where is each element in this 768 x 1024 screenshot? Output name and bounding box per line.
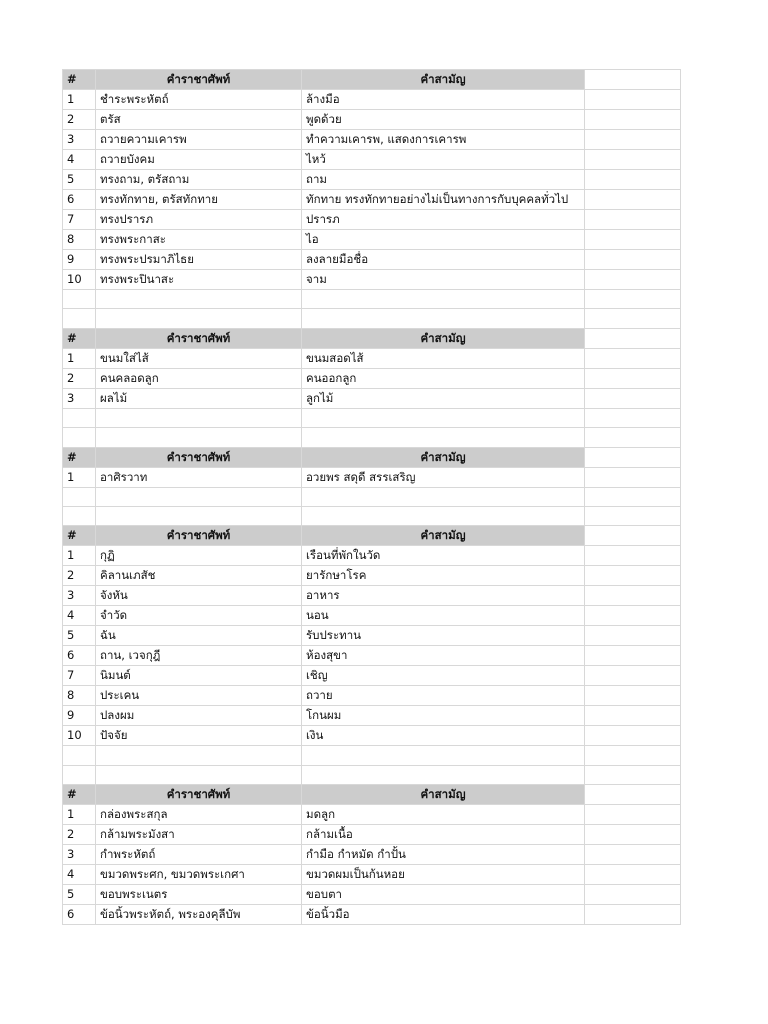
empty-cell[interactable] [302, 428, 585, 447]
cell-common[interactable]: ขมวดผมเป็นก้นหอย [302, 865, 585, 885]
empty-cell[interactable] [302, 309, 585, 328]
cell-num[interactable]: 3 [63, 388, 96, 408]
empty-cell[interactable] [585, 309, 681, 328]
empty-cell[interactable] [585, 805, 681, 825]
empty-cell[interactable] [585, 348, 681, 368]
empty-cell[interactable] [585, 905, 681, 925]
header-cell-num[interactable]: # [63, 70, 96, 90]
cell-common[interactable]: คนออกลูก [302, 368, 585, 388]
cell-common[interactable]: รับประทาน [302, 626, 585, 646]
header-cell-num[interactable]: # [63, 785, 96, 805]
empty-cell[interactable] [585, 526, 681, 546]
table-row [63, 368, 681, 388]
header-cell-num[interactable]: # [63, 526, 96, 546]
cell-royal[interactable]: ถวายความเคารพ [96, 130, 302, 150]
cell-num[interactable]: 10 [63, 726, 96, 746]
cell-num[interactable]: 7 [63, 666, 96, 686]
empty-cell[interactable] [302, 408, 585, 427]
cell-royal[interactable]: คนคลอดลูก [96, 368, 302, 388]
cell-common[interactable]: เชิญ [302, 666, 585, 686]
empty-cell[interactable] [585, 845, 681, 865]
empty-cell[interactable] [63, 765, 96, 784]
empty-cell[interactable] [585, 270, 681, 290]
cell-common[interactable]: กล้ามเนื้อ [302, 825, 585, 845]
empty-cell[interactable] [63, 428, 96, 447]
empty-cell[interactable] [585, 746, 681, 765]
empty-cell[interactable] [585, 190, 681, 210]
cell-num[interactable]: 8 [63, 230, 96, 250]
table-row [63, 586, 681, 606]
cell-num[interactable]: 2 [63, 566, 96, 586]
cell-common[interactable]: ไหว้ [302, 150, 585, 170]
table-row [63, 348, 681, 368]
table-header-row [63, 447, 681, 467]
cell-royal[interactable]: นิมนต์ [96, 666, 302, 686]
blank-row [63, 428, 681, 447]
cell-num[interactable]: 4 [63, 865, 96, 885]
cell-common[interactable]: อาหาร [302, 586, 585, 606]
cell-royal[interactable]: ถวายบังคม [96, 150, 302, 170]
cell-royal[interactable]: คิลานเภสัช [96, 566, 302, 586]
empty-cell[interactable] [585, 865, 681, 885]
cell-num[interactable]: 1 [63, 546, 96, 566]
header-cell-royal[interactable]: คำราชาศัพท์ [96, 447, 302, 467]
cell-royal[interactable]: ทรงพระปินาสะ [96, 270, 302, 290]
blank-row [63, 746, 681, 765]
empty-cell[interactable] [585, 230, 681, 250]
empty-cell[interactable] [585, 765, 681, 784]
cell-common[interactable]: ถวาย [302, 686, 585, 706]
empty-cell[interactable] [585, 170, 681, 190]
empty-cell[interactable] [585, 368, 681, 388]
table-row [63, 230, 681, 250]
cell-common[interactable]: ปรารภ [302, 210, 585, 230]
empty-cell[interactable] [585, 706, 681, 726]
cell-common[interactable]: ขนมสอดไส้ [302, 348, 585, 368]
empty-cell[interactable] [585, 90, 681, 110]
cell-common[interactable]: ทำความเคารพ, แสดงการเคารพ [302, 130, 585, 150]
table-row [63, 825, 681, 845]
cell-num[interactable]: 10 [63, 270, 96, 290]
table-row [63, 110, 681, 130]
cell-common[interactable]: ยารักษาโรค [302, 566, 585, 586]
cell-royal[interactable]: ปลงผม [96, 706, 302, 726]
empty-cell[interactable] [585, 546, 681, 566]
cell-royal[interactable]: ข้อนิ้วพระหัตถ์, พระองคุลีบัพ [96, 905, 302, 925]
empty-cell[interactable] [585, 506, 681, 525]
cell-num[interactable]: 8 [63, 686, 96, 706]
empty-cell[interactable] [585, 885, 681, 905]
table-row [63, 150, 681, 170]
cell-royal[interactable]: ขอบพระเนตร [96, 885, 302, 905]
cell-num[interactable]: 5 [63, 885, 96, 905]
empty-cell[interactable] [585, 467, 681, 487]
table-row [63, 885, 681, 905]
cell-common[interactable]: ลงลายมือชื่อ [302, 250, 585, 270]
cell-num[interactable]: 3 [63, 845, 96, 865]
cell-common[interactable]: มดลูก [302, 805, 585, 825]
table-row [63, 845, 681, 865]
cell-common[interactable]: นอน [302, 606, 585, 626]
table-header-row [63, 785, 681, 805]
cell-common[interactable]: จาม [302, 270, 585, 290]
cell-num[interactable]: 2 [63, 825, 96, 845]
header-cell-num[interactable]: # [63, 447, 96, 467]
empty-cell[interactable] [302, 765, 585, 784]
blank-row [63, 309, 681, 328]
cell-num[interactable]: 9 [63, 250, 96, 270]
header-cell-common[interactable]: คำสามัญ [302, 785, 585, 805]
cell-royal[interactable]: ทรงปรารภ [96, 210, 302, 230]
empty-cell[interactable] [585, 388, 681, 408]
blank-row [63, 765, 681, 784]
cell-common[interactable]: ลูกไม้ [302, 388, 585, 408]
cell-royal[interactable]: ชำระพระหัตถ์ [96, 90, 302, 110]
header-cell-common[interactable]: คำสามัญ [302, 447, 585, 467]
cell-num[interactable]: 5 [63, 626, 96, 646]
table-row [63, 90, 681, 110]
empty-cell[interactable] [585, 566, 681, 586]
cell-royal[interactable]: ทรงพระกาสะ [96, 230, 302, 250]
cell-royal[interactable]: ผลไม้ [96, 388, 302, 408]
cell-num[interactable]: 4 [63, 606, 96, 626]
cell-num[interactable]: 7 [63, 210, 96, 230]
cell-common[interactable]: โกนผม [302, 706, 585, 726]
table-row [63, 190, 681, 210]
table-row [63, 626, 681, 646]
cell-num[interactable]: 1 [63, 348, 96, 368]
empty-cell[interactable] [302, 487, 585, 506]
empty-cell[interactable] [96, 309, 302, 328]
cell-common[interactable]: ล้างมือ [302, 90, 585, 110]
header-cell-royal[interactable]: คำราชาศัพท์ [96, 526, 302, 546]
table-row [63, 546, 681, 566]
empty-cell[interactable] [96, 487, 302, 506]
empty-cell[interactable] [585, 428, 681, 447]
empty-cell[interactable] [96, 765, 302, 784]
cell-royal[interactable]: กำพระหัตถ์ [96, 845, 302, 865]
cell-common[interactable]: อวยพร สดุดี สรรเสริญ [302, 467, 585, 487]
cell-royal[interactable]: อาศิรวาท [96, 467, 302, 487]
table-row [63, 170, 681, 190]
spreadsheet-table [62, 69, 681, 925]
empty-cell[interactable] [585, 210, 681, 230]
cell-common[interactable]: ข้อนิ้วมือ [302, 905, 585, 925]
empty-cell[interactable] [585, 487, 681, 506]
cell-common[interactable]: เงิน [302, 726, 585, 746]
table-row [63, 270, 681, 290]
empty-cell[interactable] [585, 785, 681, 805]
empty-cell[interactable] [585, 646, 681, 666]
cell-common[interactable]: ขอบตา [302, 885, 585, 905]
table-row [63, 686, 681, 706]
empty-cell[interactable] [585, 110, 681, 130]
empty-cell[interactable] [585, 250, 681, 270]
header-cell-common[interactable]: คำสามัญ [302, 328, 585, 348]
empty-cell[interactable] [585, 666, 681, 686]
cell-num[interactable]: 6 [63, 190, 96, 210]
spreadsheet-body [63, 70, 681, 925]
table-row [63, 905, 681, 925]
cell-common[interactable]: ไอ [302, 230, 585, 250]
empty-cell[interactable] [96, 290, 302, 309]
table-row [63, 646, 681, 666]
empty-cell[interactable] [585, 606, 681, 626]
empty-cell[interactable] [585, 328, 681, 348]
table-row [63, 726, 681, 746]
cell-common[interactable]: ถาม [302, 170, 585, 190]
blank-row [63, 290, 681, 309]
empty-cell[interactable] [63, 408, 96, 427]
empty-cell[interactable] [585, 408, 681, 427]
cell-royal[interactable]: ตรัส [96, 110, 302, 130]
cell-common[interactable]: พูดด้วย [302, 110, 585, 130]
header-cell-royal[interactable]: คำราชาศัพท์ [96, 785, 302, 805]
cell-royal[interactable]: ปัจจัย [96, 726, 302, 746]
table-header-row [63, 70, 681, 90]
cell-num[interactable]: 6 [63, 905, 96, 925]
cell-num[interactable]: 1 [63, 90, 96, 110]
cell-royal[interactable]: กล่องพระสกุล [96, 805, 302, 825]
empty-cell[interactable] [302, 506, 585, 525]
cell-common[interactable]: กำมือ กำหมัด กำปั้น [302, 845, 585, 865]
cell-common[interactable]: ทักทาย ทรงทักทายอย่างไม่เป็นทางการกับบุคคลทั่วไป [302, 190, 585, 210]
table-row [63, 666, 681, 686]
empty-cell[interactable] [302, 746, 585, 765]
empty-cell[interactable] [63, 487, 96, 506]
cell-royal[interactable]: ฉัน [96, 626, 302, 646]
cell-num[interactable]: 2 [63, 110, 96, 130]
empty-cell[interactable] [96, 408, 302, 427]
table-header-row [63, 328, 681, 348]
empty-cell[interactable] [96, 746, 302, 765]
blank-row [63, 408, 681, 427]
blank-row [63, 487, 681, 506]
table-row [63, 467, 681, 487]
empty-cell[interactable] [63, 746, 96, 765]
header-cell-common[interactable]: คำสามัญ [302, 526, 585, 546]
cell-num[interactable]: 9 [63, 706, 96, 726]
cell-royal[interactable]: ทรงถาม, ตรัสถาม [96, 170, 302, 190]
empty-cell[interactable] [585, 290, 681, 309]
table-row [63, 130, 681, 150]
table-row [63, 706, 681, 726]
empty-cell[interactable] [302, 290, 585, 309]
empty-cell[interactable] [585, 150, 681, 170]
cell-num[interactable]: 3 [63, 130, 96, 150]
table-row [63, 865, 681, 885]
table-row [63, 805, 681, 825]
empty-cell[interactable] [585, 586, 681, 606]
empty-cell[interactable] [585, 447, 681, 467]
header-cell-royal[interactable]: คำราชาศัพท์ [96, 328, 302, 348]
cell-num[interactable]: 1 [63, 467, 96, 487]
cell-num[interactable]: 3 [63, 586, 96, 606]
cell-royal[interactable]: ขมวดพระศก, ขมวดพระเกศา [96, 865, 302, 885]
cell-num[interactable]: 5 [63, 170, 96, 190]
cell-royal[interactable]: กล้ามพระมังสา [96, 825, 302, 845]
cell-royal[interactable]: กุฏิ [96, 546, 302, 566]
empty-cell[interactable] [585, 686, 681, 706]
header-cell-royal[interactable]: คำราชาศัพท์ [96, 70, 302, 90]
empty-cell[interactable] [96, 428, 302, 447]
cell-royal[interactable]: ขนมใส่ไส้ [96, 348, 302, 368]
cell-royal[interactable]: ประเคน [96, 686, 302, 706]
cell-num[interactable]: 4 [63, 150, 96, 170]
cell-num[interactable]: 1 [63, 805, 96, 825]
table-row [63, 388, 681, 408]
header-cell-common[interactable]: คำสามัญ [302, 70, 585, 90]
empty-cell[interactable] [585, 825, 681, 845]
empty-cell[interactable] [585, 70, 681, 90]
cell-num[interactable]: 2 [63, 368, 96, 388]
empty-cell[interactable] [96, 506, 302, 525]
empty-cell[interactable] [585, 726, 681, 746]
empty-cell[interactable] [63, 506, 96, 525]
table-row [63, 210, 681, 230]
cell-common[interactable]: เรือนที่พักในวัด [302, 546, 585, 566]
cell-royal[interactable]: จังหัน [96, 586, 302, 606]
cell-royal[interactable]: ถาน, เวจกุฎี [96, 646, 302, 666]
empty-cell[interactable] [585, 626, 681, 646]
empty-cell[interactable] [63, 290, 96, 309]
cell-common[interactable]: ห้องสุขา [302, 646, 585, 666]
cell-num[interactable]: 6 [63, 646, 96, 666]
blank-row [63, 506, 681, 525]
cell-royal[interactable]: ทรงพระปรมาภิไธย [96, 250, 302, 270]
header-cell-num[interactable]: # [63, 328, 96, 348]
cell-royal[interactable]: ทรงทักทาย, ตรัสทักทาย [96, 190, 302, 210]
table-row [63, 566, 681, 586]
table-header-row [63, 526, 681, 546]
cell-royal[interactable]: จำวัด [96, 606, 302, 626]
table-row [63, 606, 681, 626]
table-row [63, 250, 681, 270]
empty-cell[interactable] [63, 309, 96, 328]
empty-cell[interactable] [585, 130, 681, 150]
